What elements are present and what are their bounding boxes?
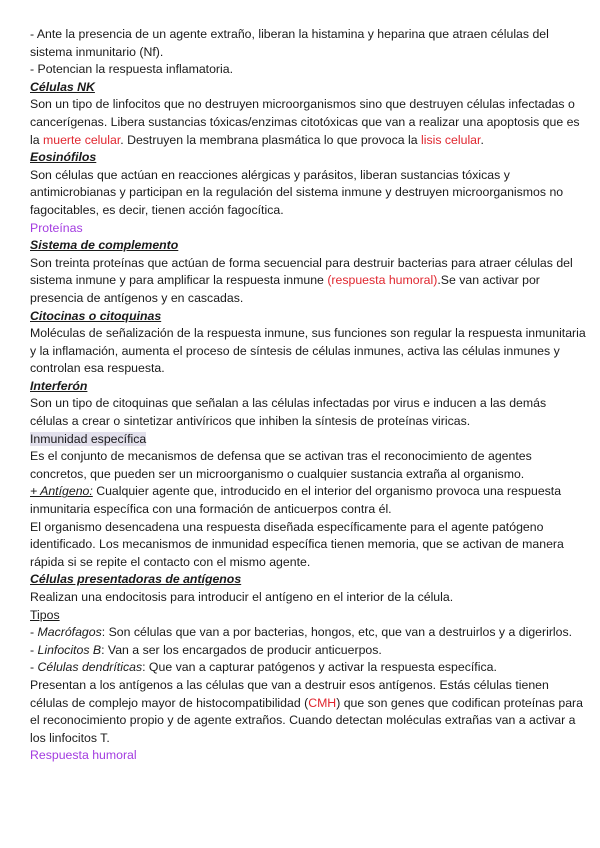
paragraph-endocitosis: Realizan una endocitosis para introducir el antígeno en el interior de la célula.: [30, 590, 454, 604]
term-macrofagos: Macrófagos: [37, 625, 102, 640]
term-celulas-dendriticas: Células dendríticas: [37, 660, 143, 675]
list-bullet: -: [30, 625, 38, 640]
heading-eosinofilos: Eosinófilos: [30, 150, 97, 165]
heading-celulas-presentadoras: Células presentadoras de antígenos: [30, 572, 242, 587]
heading-celulas-nk: Células NK: [30, 79, 95, 94]
linfocitos-b-text: : Van a ser los encargados de producir anticuerpos.: [101, 642, 382, 657]
term-lisis-celular: lisis celular: [420, 132, 481, 147]
complemento-text-a: Son treinta proteínas que actúan de forma secuencial para destruir bacterias para atraer células del sistema inmune y para amplificar la respuesta inmune: [30, 255, 573, 288]
document-page: [30, 26, 586, 765]
paragraph-citocinas: Moléculas de señalización de la respuesta inmune, sus funciones son regular la respuesta inmunitaria y la inflamación, aumenta el proceso de síntesis de células inmunes, activa las células inmunes y controlan esa respuesta.: [30, 326, 586, 376]
section-label-proteinas: Proteínas: [30, 220, 83, 235]
cmh-text-a: Presentan a los antígenos a las células que van a destruir esos antígenos. Estás células tienen células de complejo mayor de histocompatibilidad (: [30, 677, 549, 710]
term-linfocitos-b: Linfocitos B: [37, 642, 102, 657]
intro-line-histamina: - Ante la presencia de un agente extraño, liberan la histamina y heparina que atraen células del sistema inmunitario (Nf).: [30, 27, 549, 59]
antigeno-definition: Cualquier agente que, introducido en el interior del organismo provoca una respuesta inmunitaria específica con una formación de anticuerpos contra él.: [30, 484, 562, 517]
paragraph-eosinofilos: Son células que actúan en reacciones alérgicas y parásitos, liberan sustancias tóxicas y antimicrobianas y participan en la regulación del sistema inmune y destruyen microorganismos no fagocitables, es decir, tienen acción fagocítica.: [30, 167, 564, 217]
list-bullet: -: [30, 642, 38, 657]
paragraph-antigeno: [30, 483, 586, 518]
paragraph-celulas-nk: [30, 96, 586, 149]
cmh-text-b: ) que son genes que codifican proteínas para el reconocimiento propio y de agente extraños. Cuando detectan moléculas extrañas van a activar a los linfocitos T.: [30, 695, 583, 745]
heading-interferon: Interferón: [30, 378, 88, 393]
paragraph-cmh: [30, 677, 586, 747]
term-antigeno: + Antígeno:: [30, 484, 93, 499]
intro-line-inflamatoria: - Potencian la respuesta inflamatoria.: [30, 62, 234, 77]
list-item-linfocitos-b: [30, 642, 586, 660]
heading-citocinas: Citocinas o citoquinas: [30, 308, 162, 323]
nk-text-c: .: [480, 132, 484, 147]
term-respuesta-humoral: (respuesta humoral): [327, 273, 438, 288]
term-muerte-celular: muerte celular: [43, 132, 121, 147]
highlighted-inmunidad-especifica: Inmunidad específica: [30, 431, 147, 446]
heading-sistema-complemento: Sistema de complemento: [30, 238, 179, 253]
complemento-text-b: .Se van activar por presencia de antígenos y en cascadas.: [30, 273, 540, 305]
list-item-macrofagos: [30, 624, 586, 642]
section-label-inmunidad-especifica: [30, 431, 586, 449]
term-cmh: CMH: [308, 695, 337, 710]
paragraph-inmunidad-memoria: El organismo desencadena una respuesta diseñada específicamente para el agente patógeno identificado. Los mecanismos de inmunidad específica tienen memoria, que se activan de manera rápida si se repite el contacto con el mismo agente.: [30, 519, 564, 569]
celulas-dendriticas-text: : Que van a capturar patógenos y activar la respuesta específica.: [142, 660, 497, 675]
paragraph-inmunidad-definicion: Es el conjunto de mecanismos de defensa que se activan tras el reconocimiento de agentes concretos, que pueden ser un microorganismo o cualquier sustancia extraña al organismo.: [30, 449, 532, 481]
paragraph-interferon: Son un tipo de citoquinas que señalan a las células infectadas por virus e inducen a las demás células a crear o sintetizar antivíricos que inhiben la síntesis de proteínas viricas.: [30, 396, 547, 429]
section-label-respuesta-humoral: Respuesta humoral: [30, 748, 137, 763]
list-bullet: -: [30, 660, 38, 675]
label-tipos: Tipos: [30, 607, 60, 622]
paragraph-sistema-complemento: [30, 255, 586, 308]
nk-text-a: Son un tipo de linfocitos que no destruyen microorganismos sino que destruyen células infectadas o cancerígenas. Libera sustancias tóxicas/enzimas citotóxicas que van a realizar una apoptosis que es la: [30, 97, 580, 147]
list-item-celulas-dendriticas: [30, 659, 586, 677]
macrofagos-text: : Son células que van a por bacterias, hongos, etc, que van a destruirlos y a digerirlos.: [101, 625, 573, 640]
nk-text-b: . Destruyen la membrana plasmática lo que provoca la: [120, 132, 421, 147]
